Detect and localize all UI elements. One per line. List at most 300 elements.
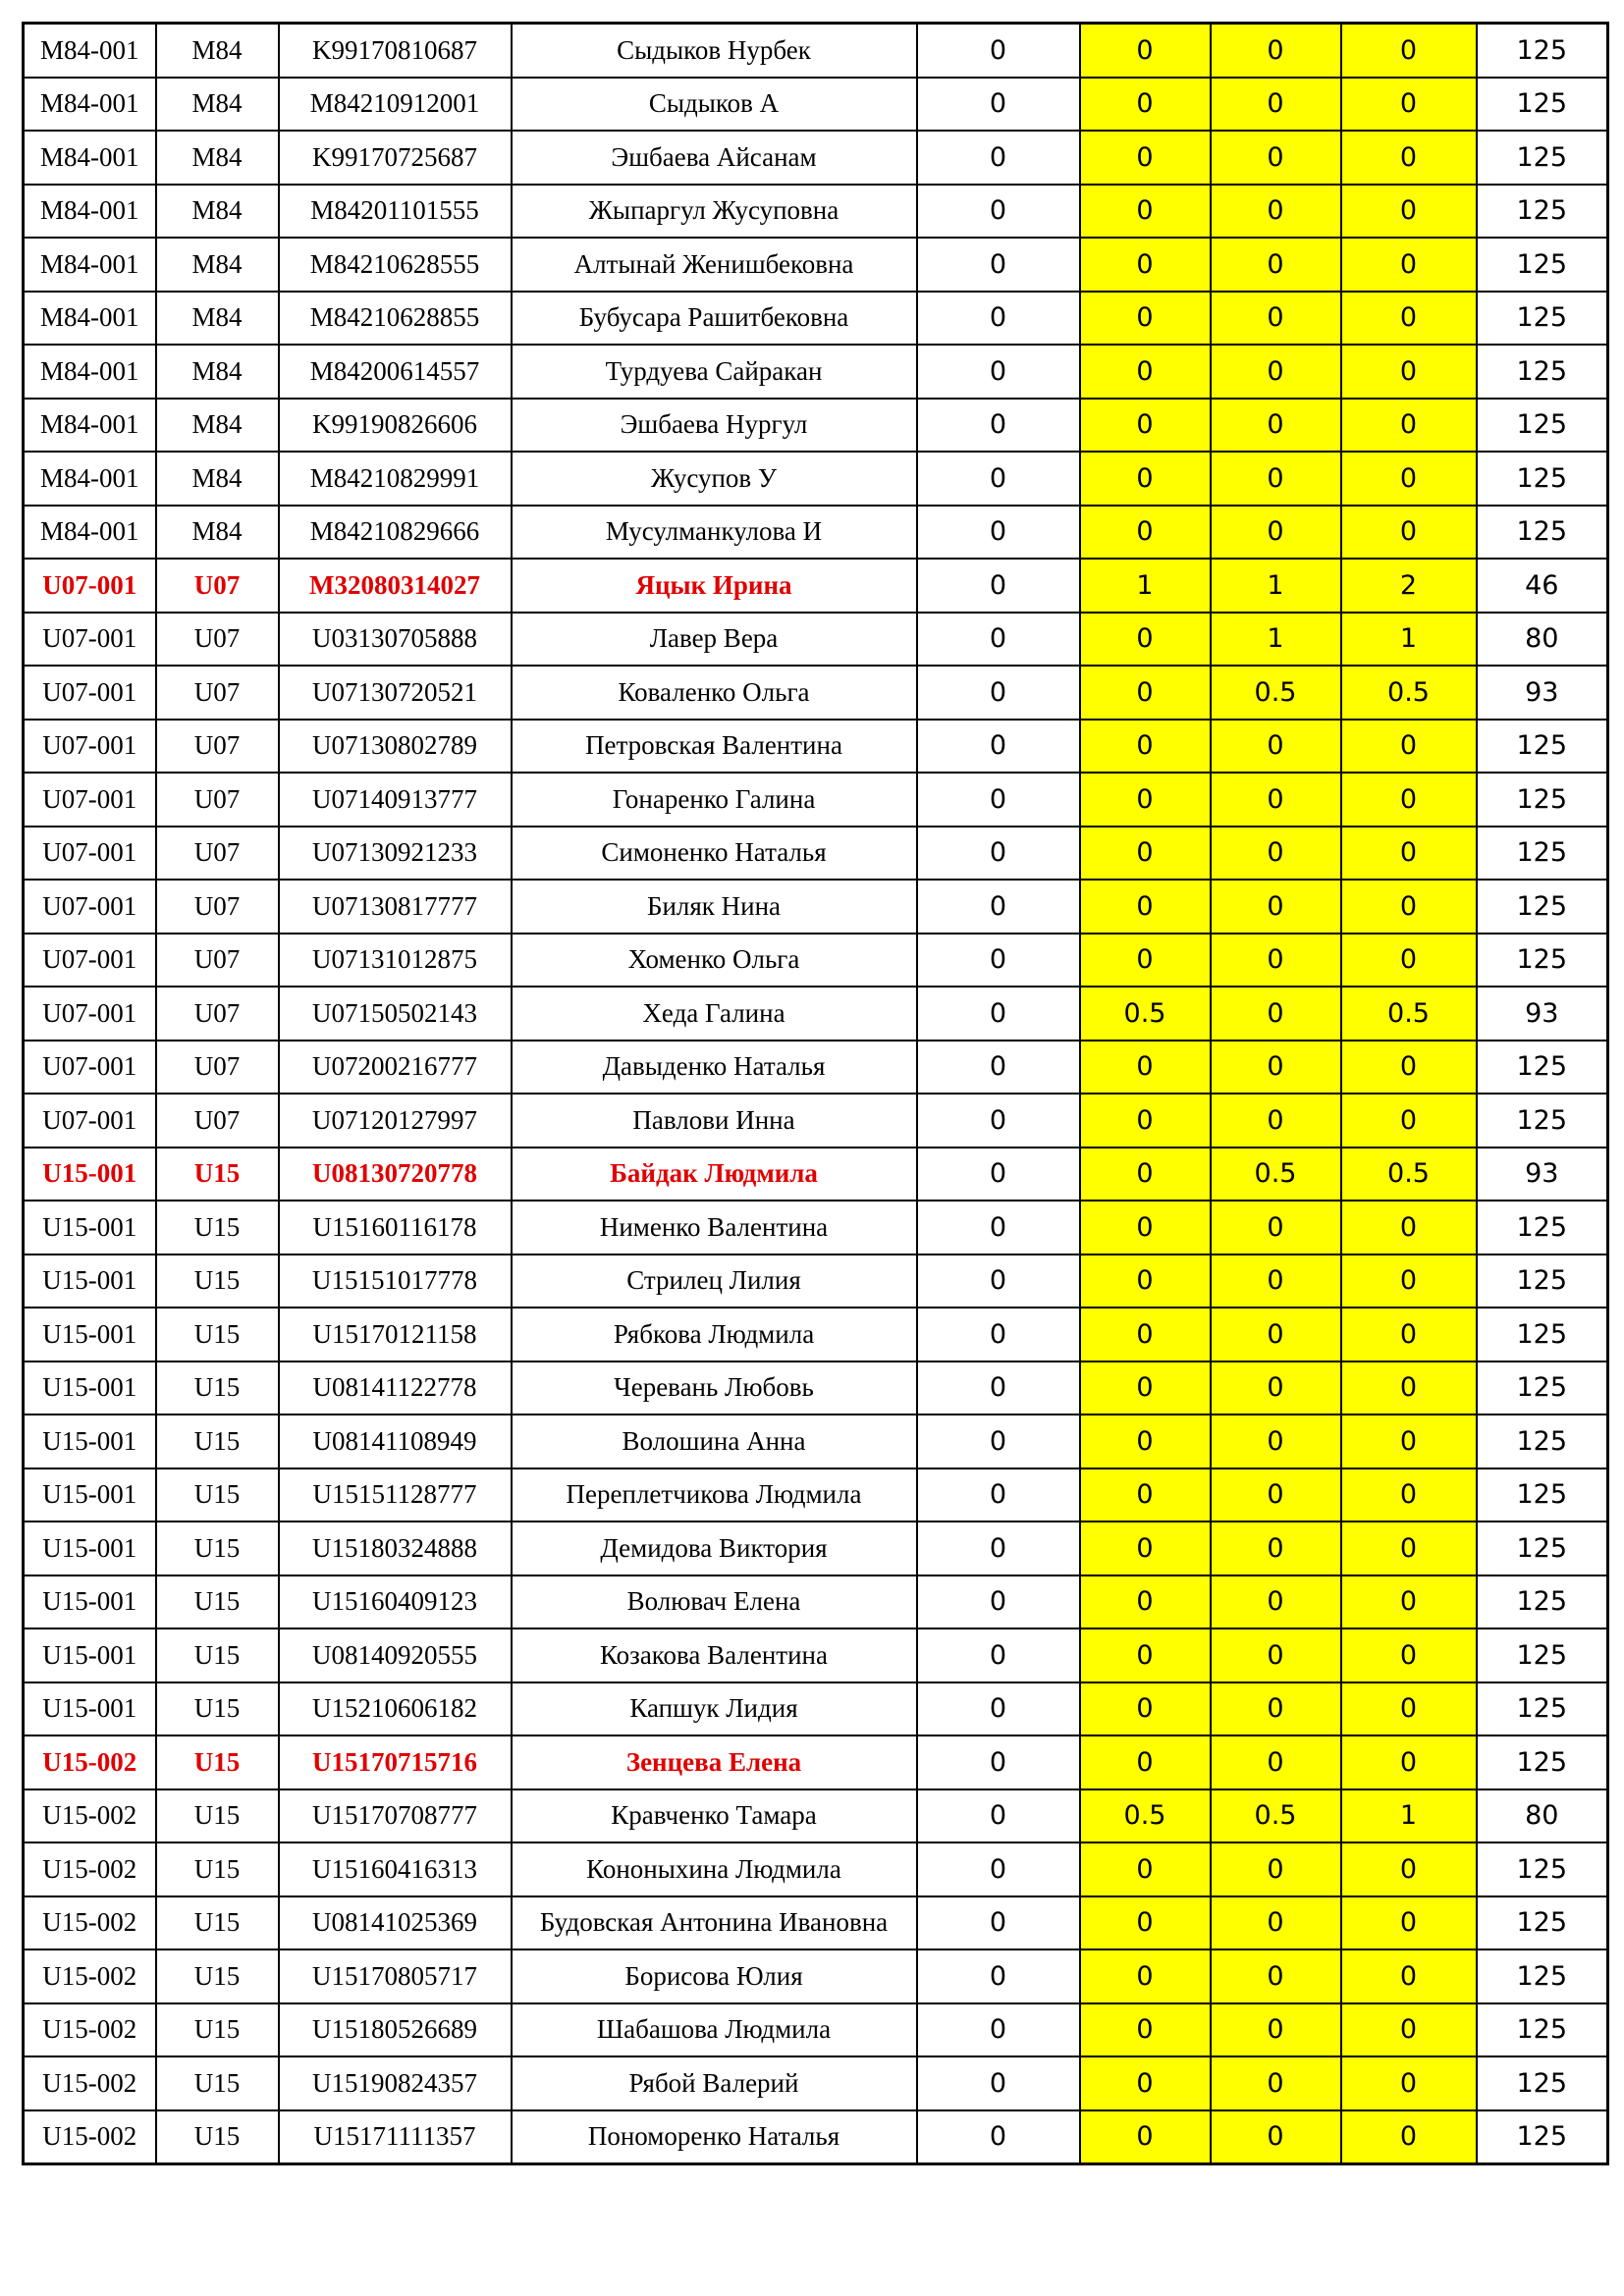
- cell-code: U15-002: [24, 2003, 156, 2057]
- cell-value-2: 0: [1080, 131, 1211, 185]
- table-row: [24, 452, 1608, 506]
- cell-value-3: 0: [1211, 1522, 1341, 1575]
- table-row: [24, 773, 1608, 827]
- cell-group: M84: [156, 292, 279, 346]
- cell-value-2: 0: [1080, 238, 1211, 292]
- cell-value-4: 0.5: [1341, 1148, 1477, 1201]
- cell-id: U15170708777: [279, 1789, 512, 1843]
- cell-value-5: 125: [1477, 720, 1608, 774]
- cell-value-2: 0: [1080, 292, 1211, 346]
- cell-name: Биляк Нина: [512, 880, 917, 934]
- cell-value-3: 0: [1211, 2003, 1341, 2057]
- cell-value-3: 0: [1211, 2056, 1341, 2110]
- cell-id: M84200614557: [279, 345, 512, 399]
- cell-value-2: 0: [1080, 1415, 1211, 1468]
- cell-value-5: 125: [1477, 934, 1608, 988]
- table-row: [24, 24, 1608, 78]
- cell-value-3: 0: [1211, 1201, 1341, 1255]
- cell-name: Будовская Антонина Ивановна: [512, 1896, 917, 1950]
- table-row: [24, 559, 1608, 613]
- table-row: [24, 1896, 1608, 1950]
- cell-value-5: 125: [1477, 827, 1608, 881]
- cell-code: U07-001: [24, 559, 156, 613]
- cell-id: M84210829991: [279, 452, 512, 506]
- cell-value-4: 0: [1341, 934, 1477, 988]
- cell-code: M84-001: [24, 238, 156, 292]
- cell-value-5: 125: [1477, 1575, 1608, 1629]
- cell-value-4: 0: [1341, 1629, 1477, 1682]
- cell-value-4: 0: [1341, 2110, 1477, 2164]
- cell-value-2: 0: [1080, 78, 1211, 132]
- cell-value-2: 0: [1080, 2056, 1211, 2110]
- cell-value-3: 0: [1211, 78, 1341, 132]
- cell-value-1: 0: [917, 345, 1080, 399]
- cell-code: U15-002: [24, 1949, 156, 2003]
- cell-value-2: 0: [1080, 2003, 1211, 2057]
- cell-code: U07-001: [24, 880, 156, 934]
- cell-code: U07-001: [24, 773, 156, 827]
- cell-value-2: 0: [1080, 720, 1211, 774]
- cell-value-2: 0: [1080, 506, 1211, 560]
- cell-group: M84: [156, 238, 279, 292]
- cell-value-2: 0: [1080, 452, 1211, 506]
- cell-group: U15: [156, 1949, 279, 2003]
- cell-group: U15: [156, 1468, 279, 1522]
- cell-value-4: 0: [1341, 452, 1477, 506]
- cell-value-1: 0: [917, 2003, 1080, 2057]
- cell-value-1: 0: [917, 506, 1080, 560]
- cell-code: U15-001: [24, 1308, 156, 1362]
- cell-value-5: 125: [1477, 24, 1608, 78]
- cell-value-5: 93: [1477, 666, 1608, 720]
- cell-value-4: 0: [1341, 238, 1477, 292]
- table-row: [24, 1575, 1608, 1629]
- table-row: [24, 613, 1608, 667]
- data-table: [22, 22, 1609, 2165]
- cell-value-3: 0: [1211, 773, 1341, 827]
- cell-value-2: 0: [1080, 1896, 1211, 1950]
- cell-group: M84: [156, 24, 279, 78]
- cell-value-1: 0: [917, 399, 1080, 453]
- cell-value-5: 125: [1477, 2056, 1608, 2110]
- cell-value-5: 125: [1477, 1415, 1608, 1468]
- cell-value-1: 0: [917, 1094, 1080, 1148]
- cell-group: M84: [156, 506, 279, 560]
- cell-group: M84: [156, 131, 279, 185]
- cell-code: U15-002: [24, 1896, 156, 1950]
- cell-value-5: 80: [1477, 613, 1608, 667]
- cell-value-5: 125: [1477, 1522, 1608, 1575]
- cell-value-1: 0: [917, 1362, 1080, 1415]
- cell-value-1: 0: [917, 1629, 1080, 1682]
- cell-code: M84-001: [24, 506, 156, 560]
- cell-name: Лавер Вера: [512, 613, 917, 667]
- cell-value-2: 0: [1080, 345, 1211, 399]
- cell-value-2: 0: [1080, 1041, 1211, 1095]
- cell-value-2: 0.5: [1080, 1789, 1211, 1843]
- table-row: [24, 292, 1608, 346]
- cell-group: U07: [156, 987, 279, 1041]
- cell-id: U15190824357: [279, 2056, 512, 2110]
- cell-value-4: 0: [1341, 1735, 1477, 1789]
- cell-value-3: 0: [1211, 345, 1341, 399]
- cell-group: U07: [156, 666, 279, 720]
- cell-value-1: 0: [917, 1041, 1080, 1095]
- cell-value-2: 0: [1080, 399, 1211, 453]
- cell-value-4: 2: [1341, 559, 1477, 613]
- cell-code: U15-001: [24, 1522, 156, 1575]
- cell-value-4: 0: [1341, 24, 1477, 78]
- cell-value-5: 125: [1477, 2003, 1608, 2057]
- cell-name: Жусупов У: [512, 452, 917, 506]
- cell-value-1: 0: [917, 1789, 1080, 1843]
- cell-name: Козакова Валентина: [512, 1629, 917, 1682]
- cell-name: Жыпаргул Жусуповна: [512, 185, 917, 239]
- cell-value-5: 80: [1477, 1789, 1608, 1843]
- cell-value-4: 0: [1341, 1201, 1477, 1255]
- cell-id: U07120127997: [279, 1094, 512, 1148]
- table-row: [24, 2003, 1608, 2057]
- table-row: [24, 2110, 1608, 2164]
- table-row: [24, 131, 1608, 185]
- cell-name: Давыденко Наталья: [512, 1041, 917, 1095]
- cell-id: U15170715716: [279, 1735, 512, 1789]
- cell-name: Черевань Любовь: [512, 1362, 917, 1415]
- cell-value-4: 0: [1341, 1896, 1477, 1950]
- cell-value-1: 0: [917, 292, 1080, 346]
- cell-value-4: 1: [1341, 613, 1477, 667]
- cell-value-5: 125: [1477, 1094, 1608, 1148]
- cell-value-4: 0: [1341, 1308, 1477, 1362]
- cell-value-5: 125: [1477, 185, 1608, 239]
- cell-id: M84210628855: [279, 292, 512, 346]
- cell-name: Кононыхина Людмила: [512, 1842, 917, 1896]
- cell-group: U15: [156, 1896, 279, 1950]
- cell-value-1: 0: [917, 1201, 1080, 1255]
- cell-value-4: 0: [1341, 1362, 1477, 1415]
- cell-group: U15: [156, 1148, 279, 1201]
- cell-code: M84-001: [24, 24, 156, 78]
- cell-group: M84: [156, 399, 279, 453]
- cell-value-3: 0: [1211, 1041, 1341, 1095]
- cell-id: M84201101555: [279, 185, 512, 239]
- cell-id: U07130921233: [279, 827, 512, 881]
- table-row: [24, 1629, 1608, 1682]
- table-row: [24, 78, 1608, 132]
- cell-group: U15: [156, 1575, 279, 1629]
- cell-value-5: 125: [1477, 1041, 1608, 1095]
- cell-group: M84: [156, 78, 279, 132]
- cell-name: Борисова Юлия: [512, 1949, 917, 2003]
- cell-value-5: 125: [1477, 1682, 1608, 1736]
- cell-name: Шабашова Людмила: [512, 2003, 917, 2057]
- table-row: [24, 827, 1608, 881]
- cell-value-1: 0: [917, 773, 1080, 827]
- cell-id: U07140913777: [279, 773, 512, 827]
- cell-value-5: 125: [1477, 131, 1608, 185]
- cell-value-4: 0: [1341, 1415, 1477, 1468]
- cell-value-1: 0: [917, 238, 1080, 292]
- cell-code: U07-001: [24, 827, 156, 881]
- cell-value-3: 0: [1211, 987, 1341, 1041]
- cell-code: U07-001: [24, 934, 156, 988]
- cell-id: U08141025369: [279, 1896, 512, 1950]
- cell-value-3: 0: [1211, 1949, 1341, 2003]
- cell-id: M32080314027: [279, 559, 512, 613]
- cell-id: M84210628555: [279, 238, 512, 292]
- table-row: [24, 1735, 1608, 1789]
- cell-value-1: 0: [917, 1308, 1080, 1362]
- cell-value-1: 0: [917, 987, 1080, 1041]
- cell-name: Эшбаева Айсанам: [512, 131, 917, 185]
- cell-id: U08141122778: [279, 1362, 512, 1415]
- cell-code: U15-001: [24, 1362, 156, 1415]
- cell-value-5: 125: [1477, 506, 1608, 560]
- cell-id: K99170810687: [279, 24, 512, 78]
- table-row: [24, 1415, 1608, 1468]
- cell-value-3: 0: [1211, 827, 1341, 881]
- cell-name: Хоменко Ольга: [512, 934, 917, 988]
- table-row: [24, 1201, 1608, 1255]
- cell-value-5: 125: [1477, 2110, 1608, 2164]
- cell-group: U15: [156, 1415, 279, 1468]
- table-row: [24, 666, 1608, 720]
- cell-value-1: 0: [917, 2056, 1080, 2110]
- cell-code: U15-001: [24, 1682, 156, 1736]
- cell-value-5: 125: [1477, 452, 1608, 506]
- cell-code: U15-001: [24, 1201, 156, 1255]
- cell-id: U15180324888: [279, 1522, 512, 1575]
- cell-name: Яцык Ирина: [512, 559, 917, 613]
- table-row: [24, 1842, 1608, 1896]
- cell-value-1: 0: [917, 1255, 1080, 1308]
- cell-value-4: 0: [1341, 880, 1477, 934]
- cell-group: U15: [156, 1308, 279, 1362]
- cell-code: M84-001: [24, 78, 156, 132]
- cell-group: U15: [156, 1201, 279, 1255]
- cell-value-4: 0: [1341, 1949, 1477, 2003]
- cell-group: U07: [156, 1041, 279, 1095]
- cell-value-3: 0: [1211, 2110, 1341, 2164]
- cell-group: U15: [156, 1789, 279, 1843]
- cell-code: U15-002: [24, 1789, 156, 1843]
- cell-value-5: 125: [1477, 880, 1608, 934]
- cell-value-1: 0: [917, 1842, 1080, 1896]
- cell-group: U15: [156, 1735, 279, 1789]
- cell-name: Переплетчикова Людмила: [512, 1468, 917, 1522]
- cell-code: U15-001: [24, 1255, 156, 1308]
- cell-value-1: 0: [917, 559, 1080, 613]
- cell-value-4: 0: [1341, 720, 1477, 774]
- cell-group: U15: [156, 1362, 279, 1415]
- cell-value-4: 0: [1341, 78, 1477, 132]
- cell-id: U15170805717: [279, 1949, 512, 2003]
- cell-value-2: 0: [1080, 827, 1211, 881]
- cell-id: U08141108949: [279, 1415, 512, 1468]
- cell-value-1: 0: [917, 1735, 1080, 1789]
- cell-value-2: 0: [1080, 1842, 1211, 1896]
- cell-value-5: 125: [1477, 1308, 1608, 1362]
- cell-group: U15: [156, 1842, 279, 1896]
- cell-value-2: 1: [1080, 559, 1211, 613]
- cell-group: U15: [156, 2003, 279, 2057]
- cell-id: M84210829666: [279, 506, 512, 560]
- cell-name: Мусулманкулова И: [512, 506, 917, 560]
- cell-value-2: 0: [1080, 1201, 1211, 1255]
- cell-value-4: 0: [1341, 773, 1477, 827]
- cell-name: Кравченко Тамара: [512, 1789, 917, 1843]
- table-row: [24, 1682, 1608, 1736]
- cell-value-1: 0: [917, 131, 1080, 185]
- table-row: [24, 1522, 1608, 1575]
- cell-value-3: 0: [1211, 1362, 1341, 1415]
- cell-name: Турдуева Сайракан: [512, 345, 917, 399]
- cell-value-3: 0: [1211, 452, 1341, 506]
- cell-group: M84: [156, 185, 279, 239]
- cell-group: U15: [156, 1522, 279, 1575]
- cell-value-3: 0: [1211, 1255, 1341, 1308]
- cell-name: Коваленко Ольга: [512, 666, 917, 720]
- cell-value-4: 0: [1341, 1682, 1477, 1736]
- cell-code: M84-001: [24, 399, 156, 453]
- cell-value-2: 0: [1080, 666, 1211, 720]
- cell-id: U07130720521: [279, 666, 512, 720]
- cell-code: U15-001: [24, 1575, 156, 1629]
- cell-code: U07-001: [24, 987, 156, 1041]
- cell-value-3: 0: [1211, 1842, 1341, 1896]
- cell-value-4: 0: [1341, 1468, 1477, 1522]
- cell-group: U15: [156, 2110, 279, 2164]
- cell-name: Хеда Галина: [512, 987, 917, 1041]
- cell-id: U08130720778: [279, 1148, 512, 1201]
- cell-value-4: 0: [1341, 131, 1477, 185]
- cell-value-4: 0: [1341, 292, 1477, 346]
- cell-value-4: 0: [1341, 1842, 1477, 1896]
- cell-id: U15151017778: [279, 1255, 512, 1308]
- cell-value-1: 0: [917, 24, 1080, 78]
- cell-value-4: 0: [1341, 1575, 1477, 1629]
- cell-name: Демидова Виктория: [512, 1522, 917, 1575]
- cell-value-3: 0: [1211, 131, 1341, 185]
- cell-value-2: 0: [1080, 1255, 1211, 1308]
- cell-value-2: 0: [1080, 1629, 1211, 1682]
- cell-name: Стрилец Лилия: [512, 1255, 917, 1308]
- cell-value-3: 0: [1211, 506, 1341, 560]
- cell-value-2: 0: [1080, 24, 1211, 78]
- cell-value-1: 0: [917, 1148, 1080, 1201]
- table-row: [24, 238, 1608, 292]
- cell-code: U15-001: [24, 1468, 156, 1522]
- cell-value-5: 125: [1477, 78, 1608, 132]
- cell-value-1: 0: [917, 666, 1080, 720]
- cell-value-2: 0: [1080, 773, 1211, 827]
- table-row: [24, 880, 1608, 934]
- cell-code: U07-001: [24, 1094, 156, 1148]
- cell-value-4: 0: [1341, 1255, 1477, 1308]
- table-row: [24, 1362, 1608, 1415]
- cell-value-4: 0: [1341, 345, 1477, 399]
- cell-name: Байдак Людмила: [512, 1148, 917, 1201]
- cell-value-5: 46: [1477, 559, 1608, 613]
- cell-code: M84-001: [24, 185, 156, 239]
- cell-id: U07150502143: [279, 987, 512, 1041]
- cell-value-2: 0.5: [1080, 987, 1211, 1041]
- cell-value-3: 0.5: [1211, 1148, 1341, 1201]
- cell-value-3: 0.5: [1211, 666, 1341, 720]
- table-row: [24, 506, 1608, 560]
- cell-id: U07131012875: [279, 934, 512, 988]
- cell-group: U15: [156, 2056, 279, 2110]
- cell-value-5: 125: [1477, 1629, 1608, 1682]
- table-body: [24, 24, 1608, 2164]
- cell-group: M84: [156, 452, 279, 506]
- cell-value-4: 0: [1341, 2003, 1477, 2057]
- cell-value-4: 0: [1341, 1522, 1477, 1575]
- table-row: [24, 1094, 1608, 1148]
- cell-value-2: 0: [1080, 1682, 1211, 1736]
- cell-name: Бубусара Рашитбековна: [512, 292, 917, 346]
- cell-name: Рябой Валерий: [512, 2056, 917, 2110]
- cell-id: U15210606182: [279, 1682, 512, 1736]
- cell-value-3: 0.5: [1211, 1789, 1341, 1843]
- cell-value-2: 0: [1080, 1949, 1211, 2003]
- cell-group: U15: [156, 1682, 279, 1736]
- cell-value-4: 0: [1341, 399, 1477, 453]
- cell-value-1: 0: [917, 452, 1080, 506]
- cell-code: U15-002: [24, 1842, 156, 1896]
- cell-value-3: 0: [1211, 720, 1341, 774]
- cell-group: U15: [156, 1255, 279, 1308]
- cell-value-2: 0: [1080, 1094, 1211, 1148]
- table-row: [24, 720, 1608, 774]
- cell-value-1: 0: [917, 1468, 1080, 1522]
- cell-value-3: 0: [1211, 1896, 1341, 1950]
- table-row: [24, 185, 1608, 239]
- cell-group: U07: [156, 559, 279, 613]
- cell-id: U07130802789: [279, 720, 512, 774]
- cell-value-4: 0.5: [1341, 666, 1477, 720]
- cell-value-4: 1: [1341, 1789, 1477, 1843]
- cell-value-4: 0: [1341, 827, 1477, 881]
- cell-code: U15-002: [24, 1735, 156, 1789]
- cell-value-3: 0: [1211, 399, 1341, 453]
- cell-value-5: 125: [1477, 238, 1608, 292]
- cell-group: U07: [156, 934, 279, 988]
- cell-value-5: 125: [1477, 399, 1608, 453]
- cell-value-1: 0: [917, 2110, 1080, 2164]
- cell-value-2: 0: [1080, 1308, 1211, 1362]
- cell-value-3: 0: [1211, 185, 1341, 239]
- cell-name: Гонаренко Галина: [512, 773, 917, 827]
- cell-value-4: 0: [1341, 506, 1477, 560]
- cell-id: U15160409123: [279, 1575, 512, 1629]
- cell-value-2: 0: [1080, 1522, 1211, 1575]
- cell-value-3: 0: [1211, 1094, 1341, 1148]
- table-row: [24, 1148, 1608, 1201]
- cell-id: U03130705888: [279, 613, 512, 667]
- cell-value-5: 125: [1477, 1735, 1608, 1789]
- cell-value-1: 0: [917, 880, 1080, 934]
- cell-group: U07: [156, 827, 279, 881]
- cell-group: U15: [156, 1629, 279, 1682]
- cell-value-3: 0: [1211, 1629, 1341, 1682]
- cell-value-3: 0: [1211, 880, 1341, 934]
- cell-group: M84: [156, 345, 279, 399]
- cell-code: U15-001: [24, 1629, 156, 1682]
- cell-id: U15160116178: [279, 1201, 512, 1255]
- cell-value-5: 125: [1477, 345, 1608, 399]
- cell-id: K99190826606: [279, 399, 512, 453]
